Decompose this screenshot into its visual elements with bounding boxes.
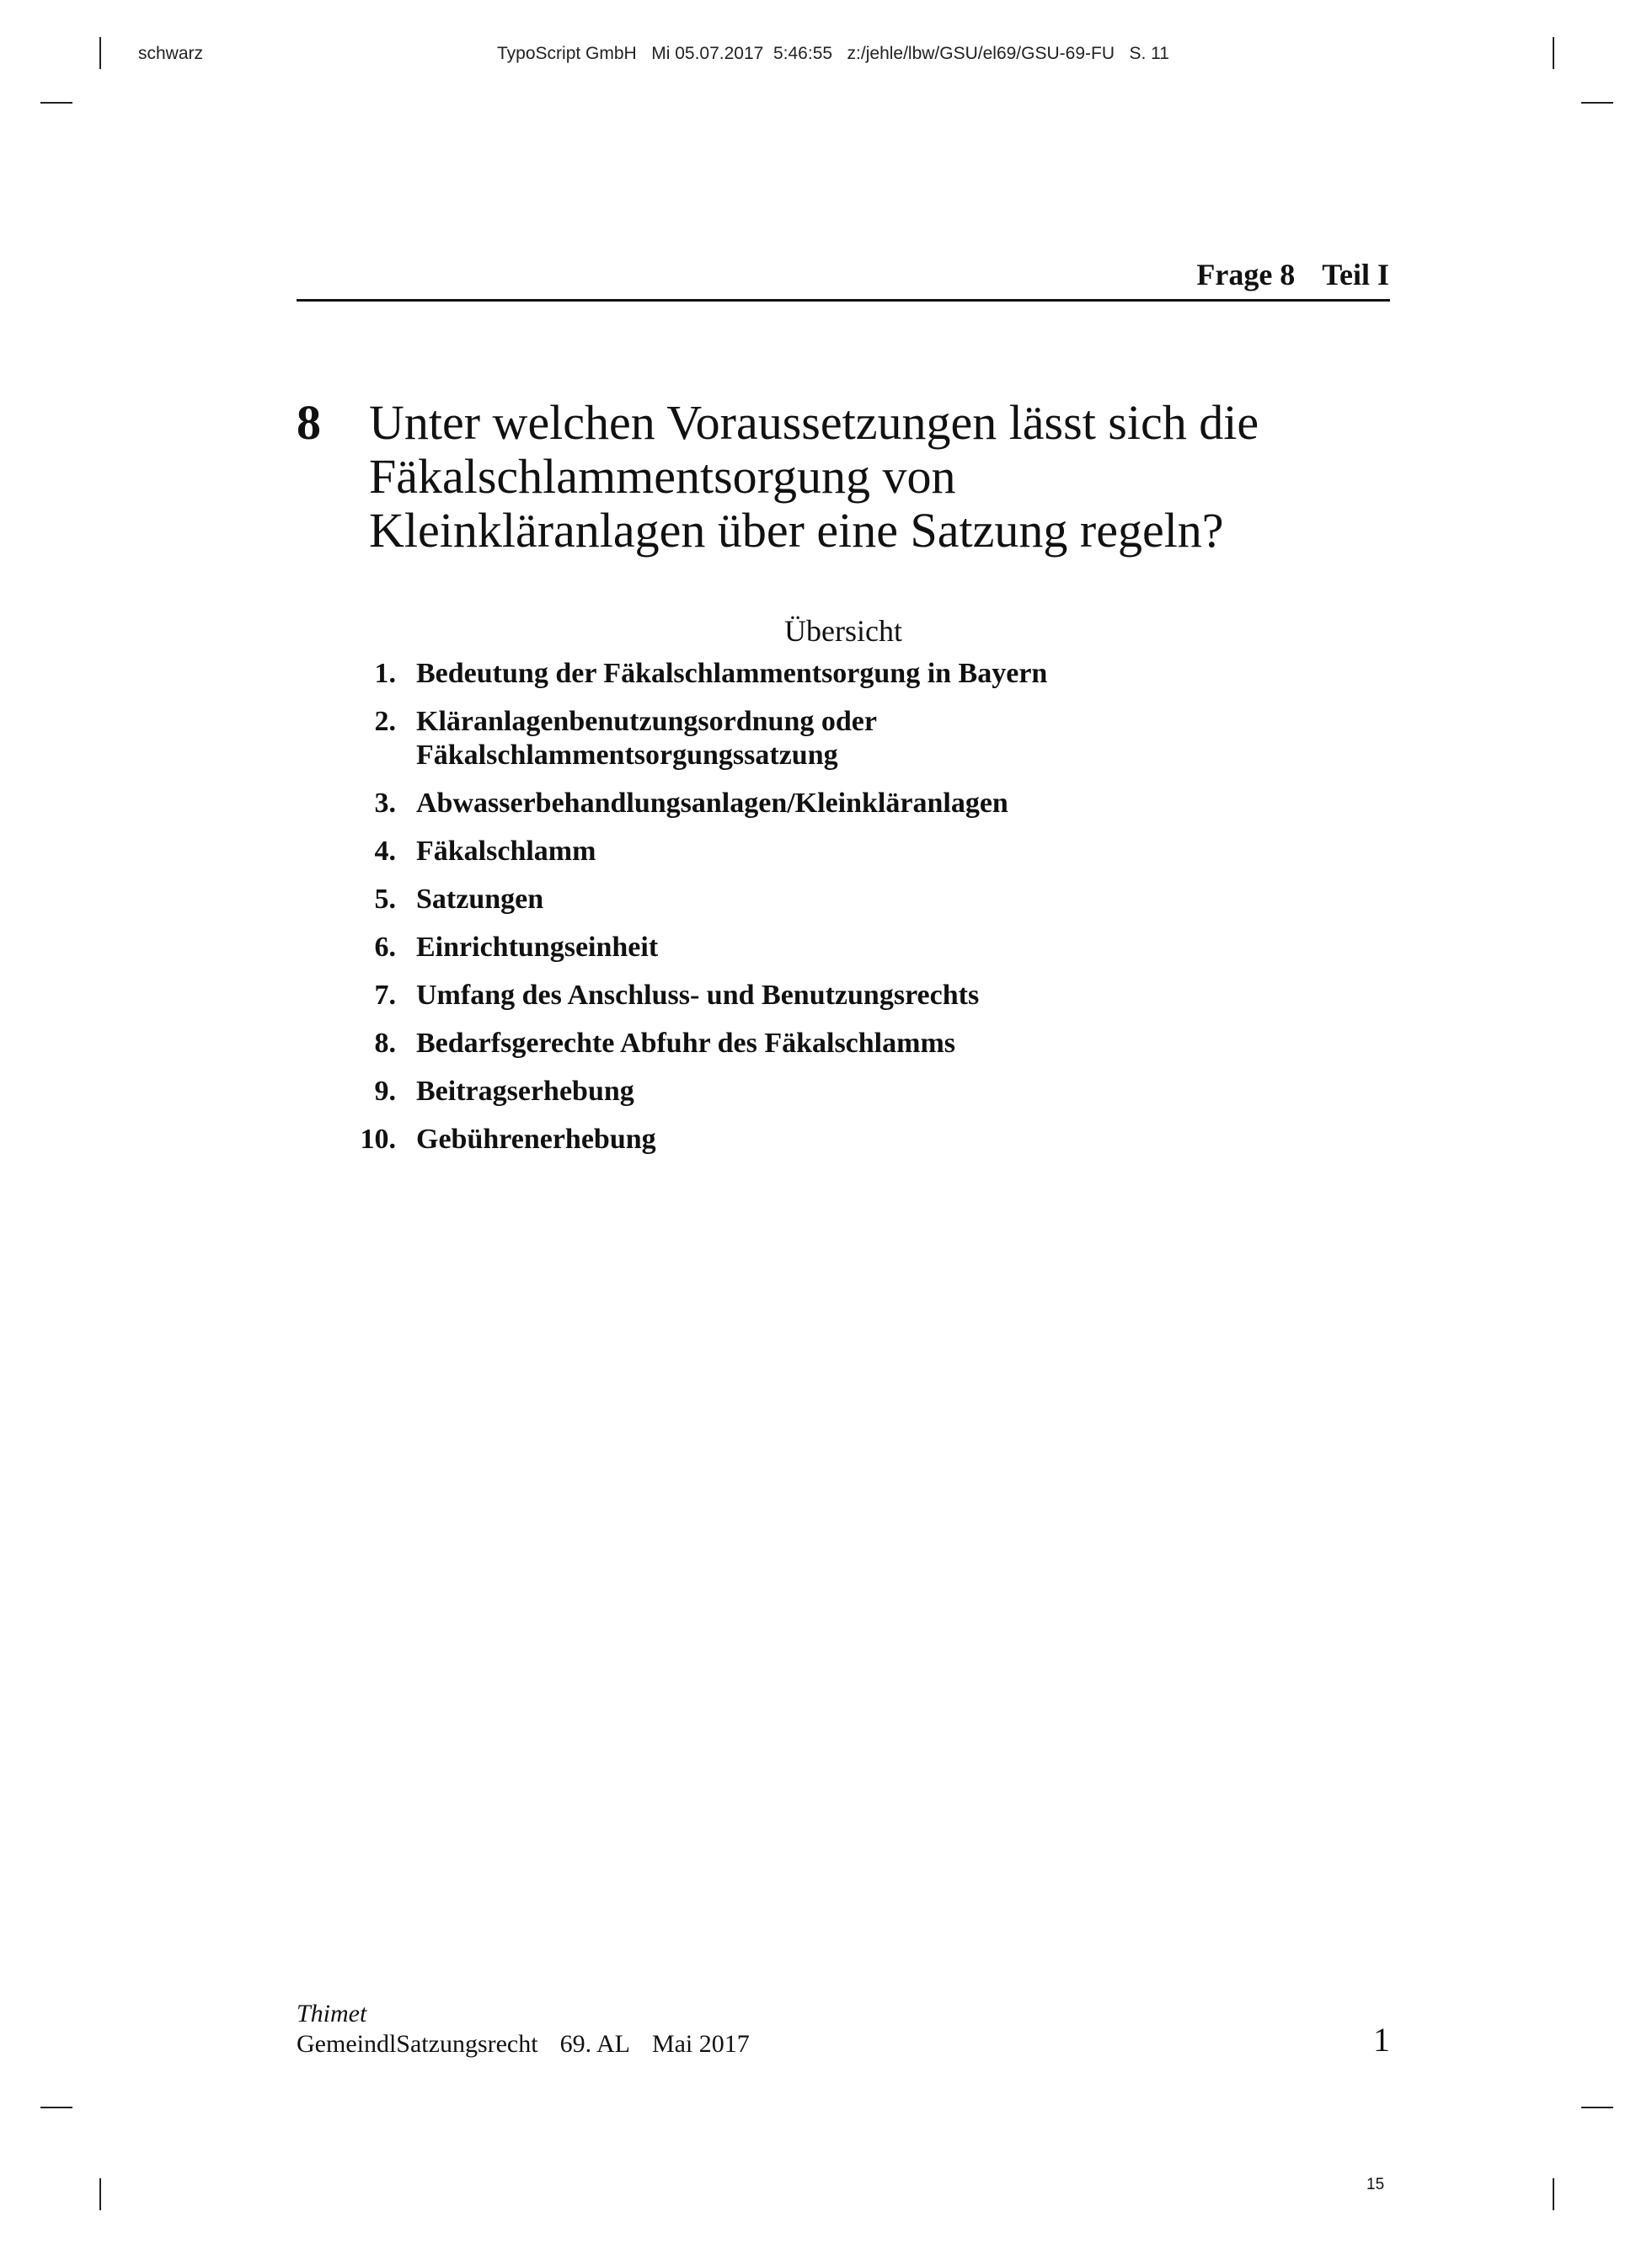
running-head-question: Frage 8 (1196, 258, 1296, 291)
footer-author: Thimet (297, 2000, 367, 2027)
overview-item (297, 657, 1307, 691)
overview-item (297, 931, 1307, 964)
overview-item-number: 3. (374, 788, 396, 819)
overview-item (297, 1123, 1307, 1157)
footer-date: Mai 2017 (651, 2030, 750, 2058)
footer-edition: 69. AL (559, 2030, 630, 2058)
overview-item-number: 1. (374, 658, 396, 689)
crop-mark-top-right-horizontal (1581, 102, 1613, 104)
overview-item-text: Einrichtungseinheit (416, 932, 659, 963)
running-head (1196, 257, 1389, 292)
slug-print-info: TypoScript GmbH Mi 05.07.2017 5:46:55 z:/jehle/lbw/GSU/el69/GSU-69-FU S. 11 (497, 44, 1169, 63)
sheet-number: 15 (1366, 2176, 1385, 2193)
overview-item-number: 10. (360, 1124, 396, 1155)
question-title-line: Unter welchen Voraussetzungen lässt sich die (369, 395, 1259, 450)
overview-item-number: 5. (374, 884, 396, 915)
overview-item-text: Umfang des Anschluss- und Benutzungsrechts (416, 980, 980, 1011)
overview-item-text: Kläranlagenbenutzungsordnung oder (416, 706, 877, 737)
crop-mark-bottom-left-horizontal (40, 2107, 72, 2108)
overview-item (297, 787, 1307, 820)
overview-item (297, 1075, 1307, 1108)
overview-item-number: 7. (374, 980, 396, 1011)
footer-work-title: GemeindlSatzungsrecht (297, 2030, 538, 2058)
running-head-part: Teil I (1322, 258, 1389, 291)
overview-title: Übersicht (784, 614, 902, 648)
overview-item-text: Fäkalschlamm (416, 836, 596, 867)
overview-item (297, 705, 1307, 772)
overview-item-text: Bedarfsgerechte Abfuhr des Fäkalschlamms (416, 1028, 956, 1059)
overview-item-number: 8. (374, 1028, 396, 1059)
footer-publication-line (297, 2030, 750, 2059)
overview-item (297, 835, 1307, 868)
slug-color-name: schwarz (138, 44, 204, 63)
crop-mark-top-left-vertical (99, 37, 101, 69)
question-title-line: Kleinkläranlagen über eine Satzung regeln? (369, 503, 1224, 558)
overview-item-text: Satzungen (416, 884, 544, 915)
crop-mark-bottom-right-horizontal (1581, 2107, 1613, 2108)
overview-item (297, 883, 1307, 916)
overview-item-number: 4. (374, 836, 396, 867)
overview-item-number: 2. (374, 706, 396, 737)
overview-item (297, 1027, 1307, 1060)
page-number: 1 (1373, 2021, 1390, 2059)
overview-item-number: 9. (374, 1076, 396, 1107)
overview-item (297, 979, 1307, 1012)
question-number: 8 (297, 395, 321, 450)
question-title-line: Fäkalschlammentsorgung von (369, 449, 956, 504)
overview-list (297, 657, 1307, 1171)
crop-mark-top-right-vertical (1553, 37, 1554, 69)
overview-item-text: Gebührenerhebung (416, 1124, 656, 1155)
question-title (369, 396, 1397, 558)
overview-item-text: Abwasserbehandlungsanlagen/Kleinkläranlagen (416, 788, 1008, 819)
overview-item-text-continued: Fäkalschlammentsorgungssatzung (416, 740, 838, 771)
crop-mark-bottom-right-vertical (1553, 2178, 1554, 2210)
crop-mark-top-left-horizontal (40, 102, 72, 104)
crop-mark-bottom-left-vertical (99, 2178, 101, 2210)
overview-item-text: Bedeutung der Fäkalschlammentsorgung in Bayern (416, 658, 1048, 689)
overview-item-number: 6. (374, 932, 396, 963)
overview-item-text: Beitragserhebung (416, 1076, 634, 1107)
header-rule (297, 299, 1390, 302)
